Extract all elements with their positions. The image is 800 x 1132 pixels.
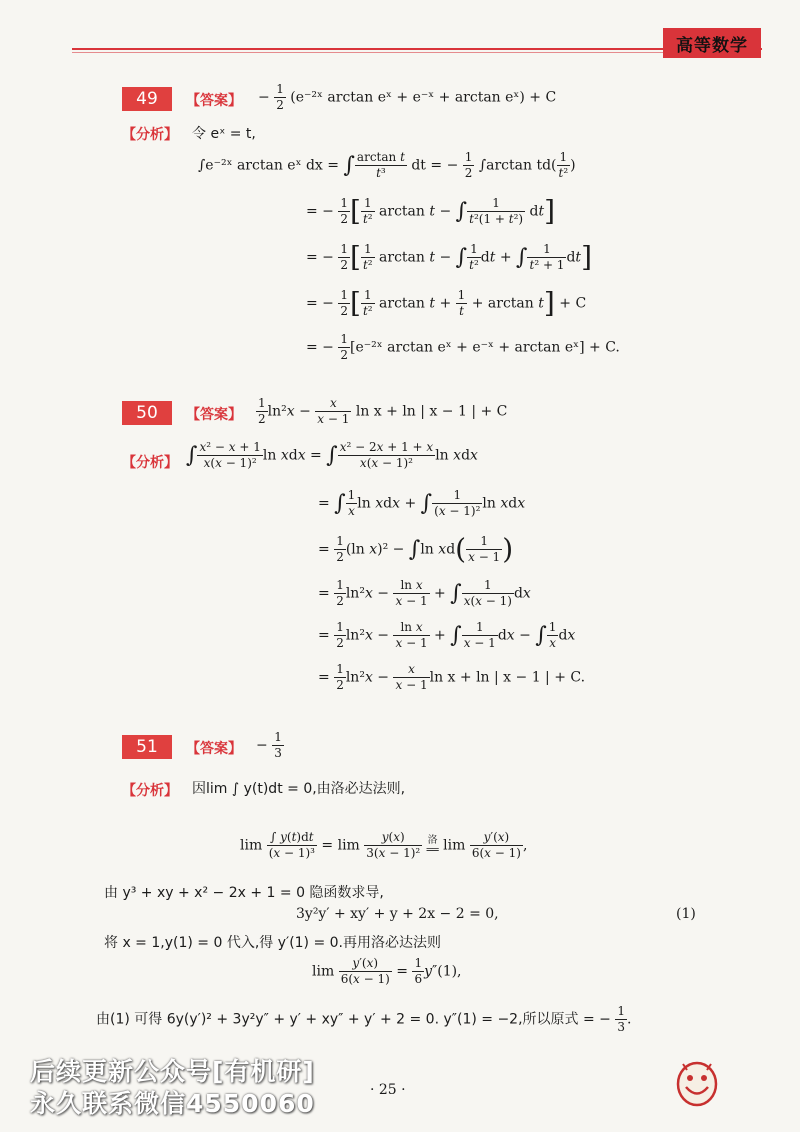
q50-line3: = $\frac{1}{2}$ (ln x)² − ∫ln xd( $\frac{1}{x - 1}$ ) (318, 532, 514, 566)
q51-diff-eq: 3y²y′ + xy′ + y + 2x − 2 = 0, (296, 906, 499, 922)
q50-line6: = $\frac{1}{2}$ ln²x − $\frac{x}{x - 1}$ ln x + ln | x − 1 | + C. (318, 662, 586, 692)
q49-line5: = − $\frac{1}{2}$ [e⁻²ˣ arctan eˣ + e⁻ˣ + arctan eˣ] + C. (306, 332, 620, 362)
question-number-50: 50 (122, 401, 172, 425)
q50-line5: = $\frac{1}{2}$ ln²x − $\frac{\text{ln x}}{x - 1}$ + ∫ $\frac{1}{x - 1}$ dx − ∫ $\frac{1}{x}$ dx (318, 620, 576, 650)
watermark-line1: 后续更新公众号[有机研] (30, 1057, 315, 1086)
watermark-line2: 永久联系微信4550060 (30, 1089, 315, 1118)
q51-limit-chain: lim $\frac{\int y(t)dt}{\text{(x − 1)³}}$ = lim $\frac{y(x)}{\text{3(x − 1)²}}$ 洛 ══ lim $\frac{y'(x)}{6(x - 1)}$ , (240, 830, 528, 860)
q49-step1c: ∫arctan td( (478, 157, 557, 174)
q51-diff-intro: 由 y³ + xy + x² − 2x + 1 = 0 隐函数求导, (104, 885, 384, 901)
page-number: · 25 · (370, 1082, 406, 1098)
q49-line2: = − $\frac{1}{2}$ [ $\frac{1}{\text{t²}}$ arctan t − ∫ $\frac{1}{\text{t²(1 + t²)}}$ dt] (306, 194, 556, 228)
analysis-51-intro: 因lim ∫ y(t)dt = 0,由洛必达法则, (192, 781, 406, 797)
answer-label-50: 【答案】 (186, 407, 242, 423)
analysis-49-intro: 令 eˣ = t, (192, 126, 256, 142)
question-number-51: 51 (122, 735, 172, 759)
header-rule-thin (72, 52, 672, 53)
answer-51: − $\frac{1}{3}$ (256, 730, 282, 760)
q49-step1b: dt = − (411, 157, 459, 174)
header-title: 高等数学 (663, 28, 761, 58)
header-rule (72, 48, 762, 50)
equation-label-1: (1) (676, 906, 696, 922)
q49-lhs: ∫e⁻²ˣ arctan eˣ dx = (198, 157, 339, 174)
q51-substitution: 将 x = 1,y(1) = 0 代入,得 y′(1) = 0.再用洛必达法则 (104, 935, 442, 951)
question-number-49: 49 (122, 87, 172, 111)
analysis-label-49: 【分析】 (122, 127, 178, 143)
analysis-label-51: 【分析】 (122, 783, 178, 799)
answer-label-49: 【答案】 (186, 93, 242, 109)
q51-limit2: lim $\frac{y'(x)}{6(x - 1)}$ = $\frac{1}{6}$ y″(1), (312, 956, 462, 986)
q50-line6-tail: ln x + ln | x − 1 | + C. (429, 669, 586, 686)
q51-final: 由(1) 可得 6y(y′)² + 3y²y″ + y′ + xy″ + y′ + 2 = 0. y″(1) = −2,所以原式 = − $\frac{1}{3}$ . (96, 1004, 632, 1034)
answer-49: − $\frac{1}{2}$ (e⁻²ˣ arctan eˣ + e⁻ˣ + arctan eˣ) + C (258, 82, 557, 112)
q50-line1: ∫ $\frac{\text{x² − x + 1}}{\text{x(x − 1)²}}$ ln xdx = ∫ $\frac{\text{x² − 2x + 1 + x}}{\text{x(x − 1)²}}$ ln xdx (186, 440, 478, 470)
q49-line5-tail: [e⁻²ˣ arctan eˣ + e⁻ˣ + arctan eˣ] + C. (350, 339, 620, 356)
smiley-mascot-icon (674, 1058, 720, 1108)
q51-luo-mark: 洛 (427, 834, 438, 846)
answer-49-text: (e⁻²ˣ arctan eˣ + e⁻ˣ + arctan eˣ) + C (290, 89, 557, 106)
q49-line4: = − $\frac{1}{2}$ [ $\frac{1}{\text{t²}}$ arctan t + $\frac{1}{t}$ + arctan t] + C (306, 286, 587, 320)
q50-line4: = $\frac{1}{2}$ ln²x − $\frac{\text{ln x}}{x - 1}$ + ∫ $\frac{1}{x(x - 1)}$ dx (318, 578, 531, 608)
q49-line5-lead: = − (306, 339, 334, 356)
analysis-label-50: 【分析】 (122, 455, 178, 471)
answer-50-text: ln x + ln | x − 1 | + C (355, 403, 508, 420)
answer-50: $\frac{1}{2}$ ln²x − $\frac{x}{x - 1}$ ln x + ln | x − 1 | + C (258, 396, 508, 426)
q50-line2: = ∫ $\frac{1}{x}$ ln xdx + ∫ $\frac{1}{\text{(x − 1)²}}$ ln xdx (318, 488, 526, 518)
q49-line3: = − $\frac{1}{2}$ [ $\frac{1}{\text{t²}}$ arctan t − ∫ $\frac{1}{\text{t²}}$ dt + ∫ $\frac{1}{\text{t² + 1}}$ dt] (306, 240, 592, 274)
answer-label-51: 【答案】 (186, 741, 242, 757)
q51-final-text: 由(1) 可得 6y(y′)² + 3y²y″ + y′ + xy″ + y′ + 2 = 0. y″(1) = −2,所以原式 = − (96, 1011, 611, 1028)
q49-line1: ∫e⁻²ˣ arctan eˣ dx = ∫ $\frac{\text{arctan t}}{\text{t³}}$ dt = − $\frac{1}{2}$ ∫arctan td( $\frac{1}{\text{t²}}$ ) (198, 150, 576, 180)
